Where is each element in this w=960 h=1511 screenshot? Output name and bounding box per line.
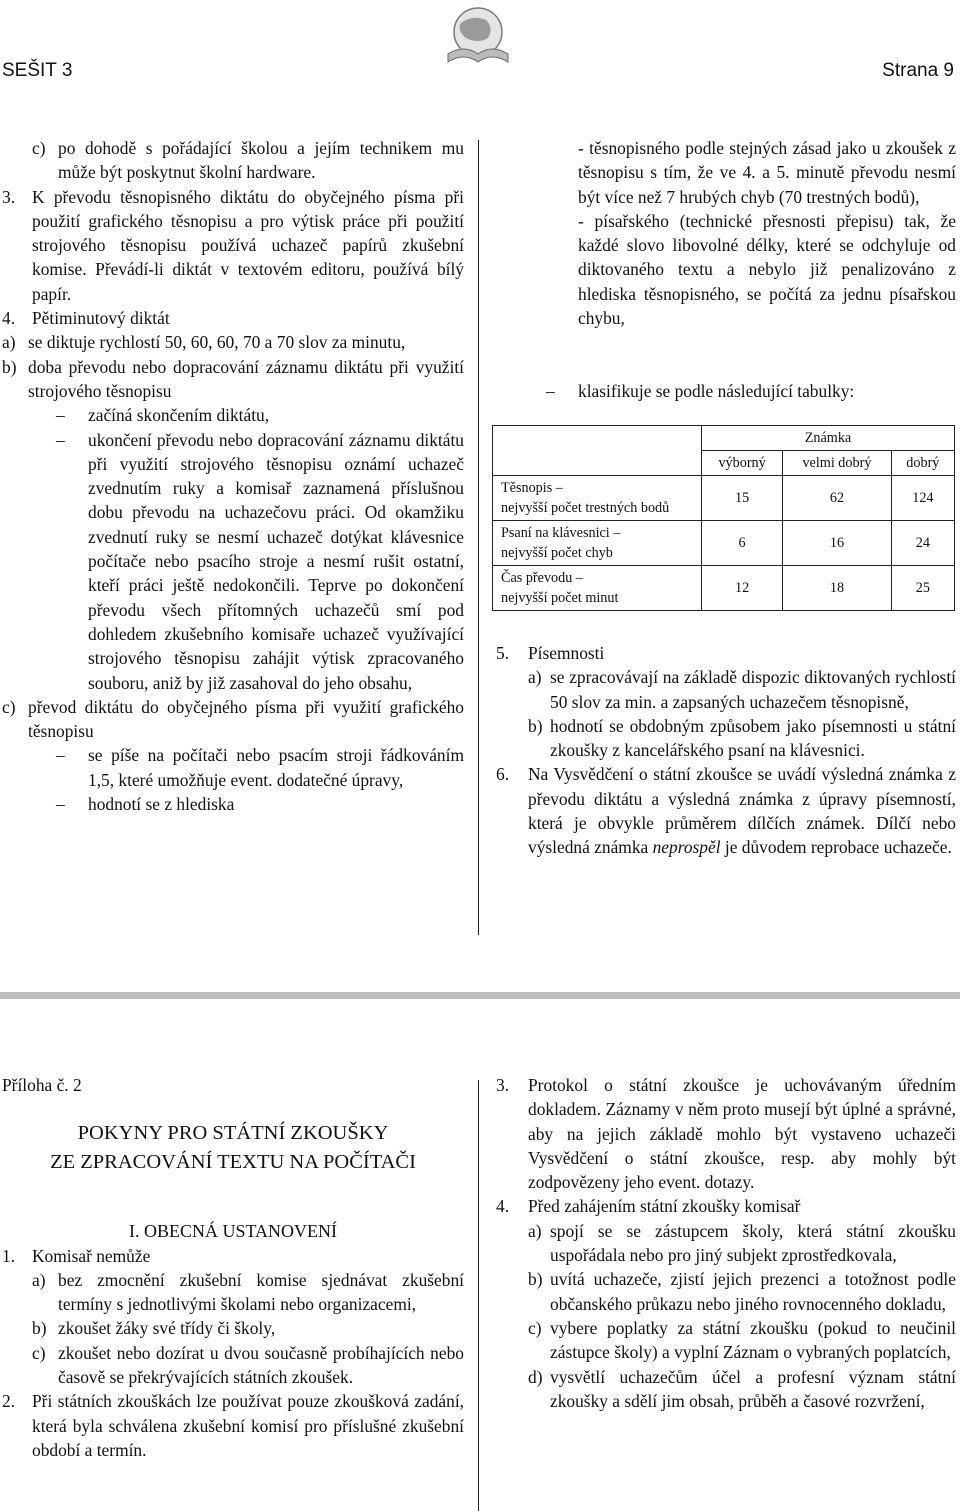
column-header: velmi dobrý [783, 451, 892, 476]
list-item: b) uvítá uchazeče, zjistí jejich prezenci a totožnost podle občanského průkazu nebo jiného rovnocenného dokladu, [528, 1269, 956, 1314]
table-row: Čas převodu – nejvyšší počet minut 12 18 25 [493, 566, 955, 611]
list-item: 4. Před zahájením státní zkoušky komisař [496, 1196, 801, 1217]
running-header-left: SEŠIT 3 [2, 60, 73, 81]
table-row: Těsnopis – nejvyšší počet trestných bodů 15 62 124 [493, 476, 955, 521]
list-item: 1. Komisař nemůže [2, 1245, 151, 1266]
list-item: c) zkoušet nebo dozírat u dvou současně probíhajících nebo časově se překrývajících státních zkoušek. [32, 1342, 464, 1388]
table-row: Psaní na klávesnici – nejvyšší počet chyb 6 16 24 [493, 521, 955, 566]
list-item: 6. Na Vysvědčení o státní zkoušce se uvádí výsledná známka z převodu diktátu a výsledná známka z úpravy písemností, která je obvykle průměrem dílčích známek. Dílčí nebo výsledná známka neprospěl je důvodem reprobace uchazeče. [496, 764, 956, 858]
column-divider [478, 1080, 479, 1511]
top-right-column [578, 136, 956, 330]
list-item: c) vybere poplatky za státní zkoušku (pokud to neučinil zástupce školy) a vyplní Záznam o vybraných poplatcích, [528, 1317, 956, 1363]
globe-book-icon [442, 4, 512, 68]
list-item: c) převod diktátu do obyčejného písma při využití grafického těsnopisu [2, 696, 464, 742]
top-right-lower [496, 641, 956, 860]
list-item: c) po dohodě s pořádající školou a jejím technikem mu může být poskytnut školní hardware. [32, 138, 464, 183]
list-item: b) doba převodu nebo dopracování záznamu diktátu při využití strojového těsnopisu [2, 356, 464, 401]
grading-table [492, 425, 955, 611]
column-header: dobrý [891, 451, 954, 476]
bottom-right-column [496, 1073, 956, 1413]
dash-item: – se píše na počítači nebo psacím stroji řádkováním 1,5, které umožňuje event. dodatečné úpravy, [56, 745, 464, 790]
list-item: b) hodnotí se obdobným způsobem jako písemnosti u státní zkoušky z kancelářského psaní na klávesnici. [528, 715, 956, 761]
document-title: ZE ZPRACOVÁNÍ TEXTU NA POČÍTAČI [50, 1151, 416, 1174]
dash-item: – ukončení převodu nebo dopracování záznamu diktátu při využití strojového těsnopisu oznámí uchazeč zvednutím ruky a komisař zaznamená příslušnou dobu převodu na uchazečovu práci. Od okamžiku zvednutí ruky se nesmí uchazeč dotýkat klávesnice počítače nebo psacího stroje a nesmí rušit ostatní, kteří práci ještě nedokončili. Teprve po dokončení převodu všech přítomných uchazečů smí pod dohledem zkušebního komisaře uchazeč využívající strojového těsnopisu zahájit výtisk zpracovaného souboru, aniž by již zasahoval do jeho obsahu, [56, 429, 464, 693]
table-group-header: Známka [702, 426, 955, 451]
top-left-column [2, 136, 464, 816]
list-item: a) spojí se se zástupcem školy, která státní zkoušku uspořádala nebo pro jiný subjekt zprostředkovala, [528, 1220, 956, 1266]
list-item: 2. Při státních zkouškách lze používat pouze zkoušková zadání, která byla schválena zkušební komisí pro příslušné zkušební období a termín. [2, 1391, 464, 1460]
dash-item: – hodnotí se z hlediska [56, 794, 235, 815]
running-header-right: Strana 9 [882, 60, 954, 81]
list-item: a) bez zmocnění zkušební komise sjednávat zkušební termíny s jednotlivými školami nebo organizacemi, [32, 1269, 464, 1315]
column-header: výborný [702, 451, 783, 476]
list-item: 3. Protokol o státní zkoušce je uchovávaným úředním dokladem. Záznamy v něm proto musejí být úplné a správné, aby na jejich základě mohlo být vystaveno uchazeči Vysvědčení o státní zkoušce, resp. aby mohly být zodpovězeny jeho event. dotazy. [496, 1075, 956, 1193]
dash-item: – začíná skončením diktátu, [56, 405, 270, 426]
list-item: a) se zpracovávají na základě dispozic diktovaných rychlostí 50 slov za min. a zapsaných uchazečem těsnopisně, [528, 667, 956, 712]
document-title: POKYNY PRO STÁTNÍ ZKOUŠKY [77, 1122, 389, 1145]
paragraph: - těsnopisného podle stejných zásad jako u zkoušek z těsnopisu s tím, že ve 4. a 5. minutě převodu nesmí být více než 7 hrubých chyb (70 trestných bodů), [578, 138, 956, 207]
dash-item: – klasifikuje se podle následující tabulky: [546, 381, 855, 401]
bottom-left-column [2, 1073, 464, 1462]
section-heading: I. OBECNÁ USTANOVENÍ [128, 1221, 338, 1242]
paragraph: - písařského (technické přesnosti přepisu) tak, že každé slovo libovolné délky, které se odchyluje od diktovaného textu a nebylo již penalizováno z hlediska těsnopisného, se počítá za jednu písařskou chybu, [578, 210, 956, 329]
list-item: a) se diktuje rychlostí 50, 60, 60, 70 a 70 slov za minutu, [2, 332, 406, 353]
appendix-label: Příloha č. 2 [2, 1075, 82, 1095]
column-divider [478, 140, 479, 935]
list-item: 5. Písemnosti [496, 643, 605, 663]
section-separator [0, 992, 960, 999]
list-item: 3. K převodu těsnopisného diktátu do obyčejného písma při použití grafického těsnopisu a pro výtisk práce při použití strojového těsnopisu používá uchazeč papírů zkušební komise. Převádí-li diktát v textovém editoru, používá bílý papír. [2, 186, 464, 304]
list-item: b) zkoušet žáky své třídy či školy, [32, 1318, 276, 1339]
list-item: d) vysvětlí uchazečům účel a profesní význam státní zkoušky a sdělí jim obsah, průběh a časové rozvržení, [528, 1366, 956, 1411]
list-item: 4. Pětiminutový diktát [2, 308, 170, 329]
